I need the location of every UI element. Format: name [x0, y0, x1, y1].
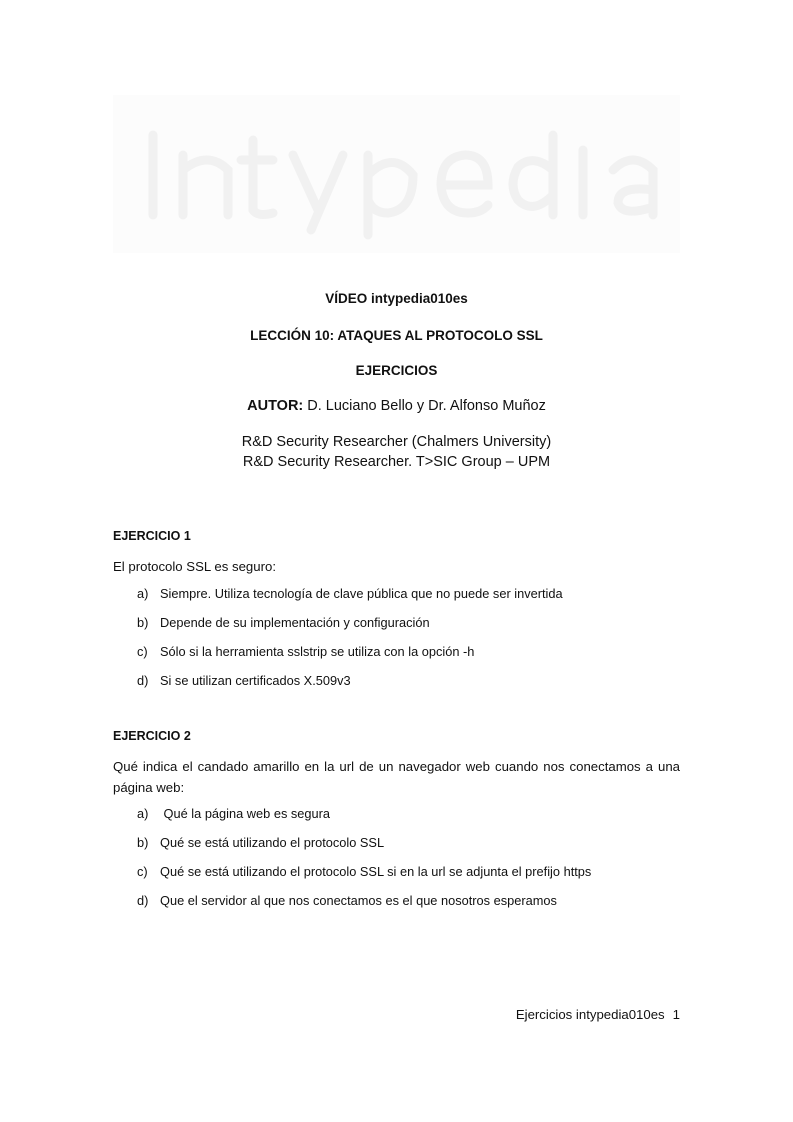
option-text: Que el servidor al que nos conectamos es el que nosotros esperamos — [160, 893, 557, 908]
option-text: Sólo si la herramienta sslstrip se utiliza con la opción -h — [160, 644, 475, 659]
option-text: Qué se está utilizando el protocolo SSL si en la url se adjunta el prefijo https — [160, 864, 592, 879]
footer-label: Ejercicios intypedia010es — [515, 1007, 665, 1022]
option-letter: d) — [137, 673, 149, 688]
lesson-title: LECCIÓN 10: ATAQUES AL PROTOCOLO SSL — [250, 328, 543, 343]
author-label: AUTOR: — [247, 398, 304, 414]
exercise-2-option-a — [137, 806, 330, 821]
exercise-1-option-b — [137, 615, 430, 630]
exercise-2-option-b — [137, 835, 384, 850]
section-title: EJERCICIOS — [355, 363, 438, 378]
option-letter: c) — [137, 644, 148, 659]
exercise-1-option-a — [137, 586, 563, 601]
exercise-1-option-c — [137, 644, 474, 659]
option-letter: d) — [137, 893, 149, 908]
video-title: VÍDEO intypedia010es — [325, 291, 468, 306]
option-letter: c) — [137, 864, 148, 879]
option-letter: a) — [137, 806, 149, 821]
option-text: Qué se está utilizando el protocolo SSL — [160, 835, 385, 850]
option-text: Si se utilizan certificados X.509v3 — [160, 673, 351, 688]
affiliation-2: R&D Security Researcher. T>SIC Group – UPM — [242, 454, 551, 470]
option-letter: a) — [137, 586, 149, 601]
option-text: Depende de su implementación y configuración — [160, 615, 430, 630]
author-line — [113, 396, 680, 416]
exercise-2-heading: EJERCICIO 2 — [113, 729, 191, 743]
exercise-1-option-d — [137, 673, 351, 688]
author-names: D. Luciano Bello y Dr. Alfonso Muñoz — [303, 398, 546, 414]
page-number: 1 — [672, 1007, 680, 1022]
option-letter: b) — [137, 615, 149, 630]
exercise-2-option-c — [137, 864, 591, 879]
exercise-1-heading: EJERCICIO 1 — [113, 529, 191, 543]
option-text: Siempre. Utiliza tecnología de clave pública que no puede ser invertida — [160, 586, 563, 601]
affiliation-1: R&D Security Researcher (Chalmers University) — [241, 434, 552, 450]
exercise-1-question: El protocolo SSL es seguro: — [113, 559, 276, 574]
page-footer — [516, 1007, 680, 1022]
option-letter: b) — [137, 835, 149, 850]
exercise-2-option-d — [137, 893, 557, 908]
exercise-2-question: Qué indica el candado amarillo en la url de un navegador web cuando nos conectamos a una página web: — [113, 759, 680, 795]
logo-watermark — [113, 95, 680, 253]
option-text: Qué la página web es segura — [160, 806, 331, 821]
